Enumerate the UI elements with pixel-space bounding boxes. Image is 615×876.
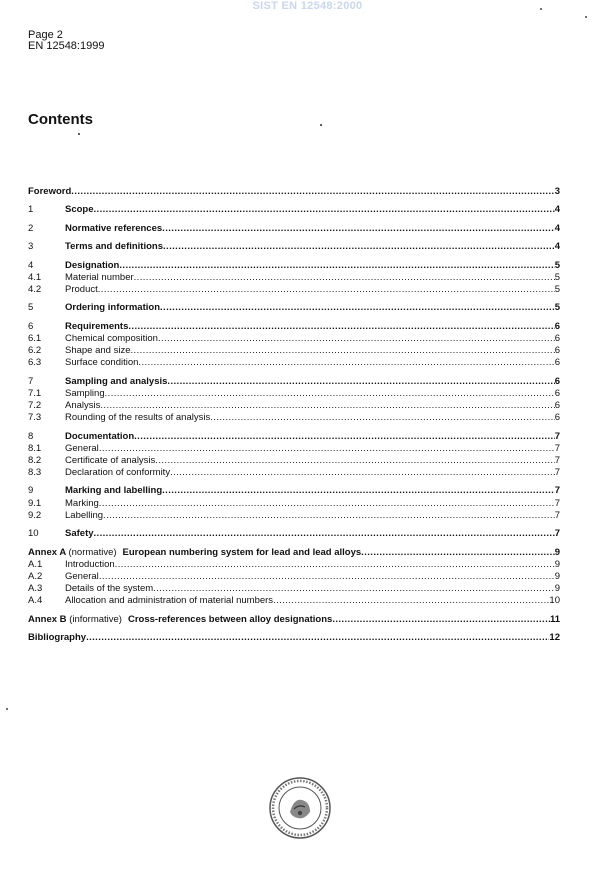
toc-entry-page: 4	[554, 222, 560, 234]
scan-speck	[585, 16, 587, 18]
toc-entry	[28, 559, 560, 571]
dot-leader	[105, 388, 555, 400]
annex-kind: (normative)	[68, 546, 117, 558]
toc-entry-number: 7.2	[28, 399, 42, 411]
dot-leader	[71, 186, 554, 198]
toc-entry	[28, 412, 560, 424]
toc-entry	[28, 321, 560, 333]
dot-leader	[153, 583, 555, 595]
annex-label: Annex B	[28, 613, 67, 625]
toc-entry-number: 4.2	[28, 283, 42, 295]
toc-entry-title: Marking	[65, 497, 99, 509]
toc-entry	[28, 528, 560, 540]
standard-number: EN 12548:1999	[28, 40, 105, 52]
toc-entry-number: A.2	[28, 570, 43, 582]
toc-entry	[28, 614, 560, 626]
toc-entry	[28, 510, 560, 522]
dot-leader	[158, 333, 555, 345]
scan-speck	[320, 124, 322, 126]
toc-entry-page: 7	[554, 442, 560, 454]
toc-entry-title: Normative references	[65, 222, 163, 234]
dot-leader	[332, 614, 550, 626]
toc-entry-title: Scope	[65, 204, 94, 216]
toc-entry-number: 7.1	[28, 387, 42, 399]
toc-entry-page: 7	[554, 528, 560, 540]
toc-entry	[28, 223, 560, 235]
toc-entry	[28, 333, 560, 345]
toc-entry	[28, 272, 560, 284]
toc-entry	[28, 498, 560, 510]
toc-entry-number: 8	[28, 430, 34, 442]
toc-entry-number: 9	[28, 485, 34, 497]
toc-entry-number: A.1	[28, 558, 43, 570]
dot-leader	[115, 559, 555, 571]
toc-entry-number: 9.2	[28, 509, 42, 521]
dot-leader	[162, 223, 555, 235]
toc-entry	[28, 302, 560, 314]
toc-entry-number: A.4	[28, 595, 43, 607]
toc-entry-page: 6	[554, 387, 560, 399]
dot-leader	[167, 376, 554, 388]
toc-entry-page: 12	[549, 632, 560, 644]
annex-title: European numbering system for lead and lead alloys	[122, 546, 362, 558]
toc-entry-title: Bibliography	[28, 632, 87, 644]
toc-entry-page: 7	[554, 485, 560, 497]
toc-entry-title: General	[65, 442, 99, 454]
toc-entry	[28, 400, 560, 412]
toc-entry-title: Sampling and analysis	[65, 375, 168, 387]
toc-entry	[28, 345, 560, 357]
scan-speck	[6, 708, 8, 710]
dot-leader	[99, 571, 555, 583]
toc-entry-number: 3	[28, 241, 34, 253]
toc-entry-page: 6	[554, 399, 560, 411]
toc-entry-page: 9	[554, 546, 560, 558]
dot-leader	[94, 528, 555, 540]
toc-entry	[28, 376, 560, 388]
annex-label: Annex A	[28, 546, 66, 558]
page-header	[28, 30, 104, 52]
toc-entry-page: 7	[554, 430, 560, 442]
toc-entry-title: Rounding of the results of analysis	[65, 412, 211, 424]
toc-entry	[28, 357, 560, 369]
toc-entry	[28, 204, 560, 216]
toc-entry	[28, 260, 560, 272]
toc-entry	[28, 431, 560, 443]
dot-leader	[210, 412, 554, 424]
dot-leader	[160, 302, 555, 314]
toc-entry-page: 6	[554, 345, 560, 356]
toc-entry-title: Labelling	[65, 509, 104, 521]
toc-entry-number: 5	[28, 302, 34, 314]
toc-entry-title: Terms and definitions	[65, 241, 164, 253]
toc-entry-page: 4	[554, 241, 560, 253]
toc-entry-page: 5	[554, 271, 560, 283]
toc-entry	[28, 547, 560, 559]
scan-speck	[78, 133, 80, 135]
toc-entry-title: Certificate of analysis	[65, 454, 156, 466]
dot-leader	[134, 272, 555, 284]
toc-entry-title: Product	[65, 283, 98, 295]
toc-entry-page: 6	[554, 332, 560, 344]
toc-entry-page: 9	[554, 558, 560, 570]
toc-entry-number: 8.1	[28, 442, 42, 454]
dot-leader	[99, 498, 555, 510]
toc-entry-page: 9	[554, 570, 560, 582]
toc-entry-title: Sampling	[65, 387, 105, 399]
dot-leader	[86, 632, 549, 644]
toc-entry	[28, 485, 560, 497]
toc-entry-page: 6	[554, 320, 560, 332]
toc-entry-title: Safety	[65, 528, 94, 540]
dot-leader	[163, 241, 555, 253]
toc-entry	[28, 284, 560, 296]
dot-leader	[98, 284, 555, 296]
toc-entry-number: 10	[28, 528, 39, 540]
toc-entry-number: 1	[28, 204, 34, 216]
toc-entry	[28, 632, 560, 644]
toc-entry-page: 7	[554, 454, 560, 466]
dot-leader	[138, 357, 554, 369]
dot-leader	[119, 260, 554, 272]
toc-entry-title: Introduction	[65, 558, 115, 570]
toc-entry-title: General	[65, 570, 99, 582]
toc-entry-number: 4.1	[28, 271, 42, 283]
toc-entry-title: Analysis	[65, 399, 101, 411]
toc-entry-number: 8.3	[28, 467, 42, 479]
toc-entry-number: 9.1	[28, 497, 42, 509]
toc-entry-title: Documentation	[65, 430, 135, 442]
page-title: Contents	[28, 111, 93, 128]
annex-title: Cross-references between alloy designations	[127, 613, 333, 625]
toc-entry-number: 6.2	[28, 345, 42, 356]
official-stamp-icon	[268, 776, 332, 840]
dot-leader	[94, 204, 555, 216]
toc-entry-page: 6	[554, 412, 560, 424]
toc-entry	[28, 186, 560, 198]
toc-entry-number: 8.2	[28, 454, 42, 466]
annex-kind: (informative)	[69, 613, 122, 625]
toc-entry-page: 6	[554, 357, 560, 369]
toc-entry	[28, 388, 560, 400]
toc-entry-page: 7	[554, 497, 560, 509]
toc-entry-number: 7.3	[28, 412, 42, 424]
toc-entry-page: 5	[554, 283, 560, 295]
toc-entry-title: Foreword	[28, 186, 72, 197]
dot-leader	[134, 431, 555, 443]
toc-entry-title: Marking and labelling	[65, 485, 163, 497]
toc-entry-page: 5	[554, 259, 560, 271]
toc-entry-page: 9	[554, 583, 560, 595]
toc-entry-page: 6	[554, 375, 560, 387]
toc-entry	[28, 571, 560, 583]
toc-entry-title: Ordering information	[65, 302, 160, 314]
toc-entry-number: 6.3	[28, 357, 42, 369]
toc-entry-number: 6	[28, 320, 34, 332]
toc-entry-page: 4	[554, 204, 560, 216]
toc-entry-number: 2	[28, 222, 34, 234]
toc-entry-page: 10	[549, 595, 560, 607]
toc-entry-title: Designation	[65, 259, 120, 271]
toc-entry-number: 4	[28, 259, 34, 271]
dot-leader	[361, 547, 555, 559]
toc-entry-title	[28, 614, 332, 626]
dot-leader	[100, 400, 554, 412]
watermark: SIST EN 12548:2000	[252, 0, 363, 12]
toc-entry	[28, 455, 560, 467]
toc-entry-page: 3	[554, 186, 560, 197]
dot-leader	[99, 443, 555, 455]
toc-entry-number: 6.1	[28, 332, 42, 344]
page-number: Page 2	[28, 29, 63, 41]
toc-entry-number: 7	[28, 375, 34, 387]
toc-entry-title: Chemical composition	[65, 332, 158, 344]
toc-entry-title: Requirements	[65, 320, 129, 332]
toc-entry-title: Declaration of conformity	[65, 467, 171, 479]
toc-entry	[28, 583, 560, 595]
dot-leader	[103, 510, 555, 522]
toc-entry-title: Allocation and administration of material numbers	[65, 595, 274, 607]
dot-leader	[155, 455, 554, 467]
toc-entry	[28, 443, 560, 455]
dot-leader	[128, 321, 554, 333]
table-of-contents	[28, 186, 560, 644]
dot-leader	[273, 595, 549, 607]
scan-speck	[540, 8, 542, 10]
toc-entry-page: 7	[554, 509, 560, 521]
toc-entry-title: Details of the system	[65, 583, 154, 595]
toc-entry-title: Shape and size	[65, 345, 131, 356]
toc-entry-page: 11	[549, 613, 560, 625]
toc-entry-page: 7	[554, 467, 560, 479]
toc-entry	[28, 595, 560, 607]
toc-entry	[28, 241, 560, 253]
toc-entry	[28, 467, 560, 479]
toc-entry-title: Material number	[65, 271, 134, 283]
toc-entry-title	[28, 547, 361, 559]
toc-entry-page: 5	[554, 302, 560, 314]
toc-entry-title: Surface condition	[65, 357, 139, 369]
dot-leader	[162, 485, 555, 497]
toc-entry-number: A.3	[28, 583, 43, 595]
dot-leader	[131, 345, 555, 357]
dot-leader	[170, 467, 555, 479]
